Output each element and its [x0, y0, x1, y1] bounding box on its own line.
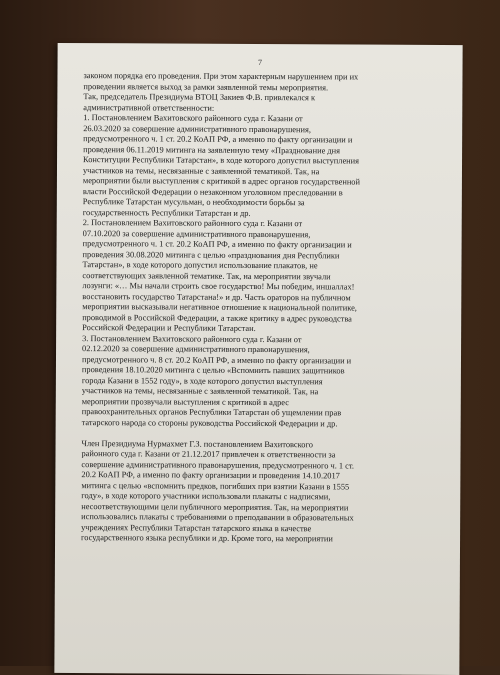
document-page — [54, 43, 462, 675]
text-line: мероприятии были выступления с критикой в адрес органов государственной — [82, 176, 361, 187]
text-line: проводимой в Российской Федерации, а также критику в адрес руководства — [82, 312, 352, 323]
text-line: учреждениях Республики Татарстан татарского языка в качестве — [81, 522, 312, 533]
text-line: митинга с целью «вспомнить предков, погибших при взятии Казани в 1555 — [81, 480, 350, 491]
text-line: предусмотренного ч. 8 ст. 20.2 КоАП РФ, а именно по факту организации и — [81, 354, 352, 365]
text-line: Татарстан», в ходе которого допустил использование плакатов, не — [82, 260, 318, 271]
text-line: соответствующих заявленной тематике. Так, на мероприятии звучали — [82, 270, 331, 281]
document-body — [81, 71, 444, 545]
text-line: 26.03.2020 за совершение административного правонарушения, — [83, 123, 311, 134]
text-line: 07.10.2020 за совершение административного правонарушения, — [82, 228, 311, 239]
text-line: предусмотренного ч. 1 ст. 20.2 КоАП РФ, а именно по факту организации и — [83, 134, 353, 145]
text-line: проведения 06.11.2019 митинга на заявленную тему «Празднование дня — [83, 144, 341, 155]
text-line: правоохранительных органов Республики Татарстан об ущемлении прав — [81, 407, 342, 418]
text-line: восстановить государство Татарстана!» и др. Часть ораторов на публичном — [82, 291, 351, 302]
text-line: 3. Постановлением Вахитовского районного суда г. Казани от — [82, 333, 302, 344]
text-line: Российской Федерации и Республики Татарстан. — [82, 323, 256, 333]
text-line: законом порядка его проведения. При этом характерным нарушением при их — [83, 71, 359, 82]
text-line: Член Президиума Нурмахмет Г.З. постановлением Вахитовского — [81, 438, 313, 449]
text-line: 20.2 КоАП РФ, а именно по факту организации и проведения 14.10.2017 — [81, 470, 340, 481]
text-line: татарского народа со стороны руководства Российской Федерации и др. — [81, 417, 338, 428]
text-line: города Казани в 1552 году», в ходе которого допустил выступления — [81, 375, 323, 386]
text-line: проведения 18.10.2020 митинга с целью «Вспомнить павших защитников — [81, 365, 345, 376]
text-line: районного суда г. Казани от 21.12.2017 привлечен к ответственности за — [81, 449, 336, 460]
text-line: административной ответственности: — [83, 102, 215, 113]
text-line: Так, председатель Президиума ВТОЦ Закиев Ф.В. привлекался к — [83, 92, 316, 103]
text-line: государственного языка республики и др. Кроме того, на мероприятии — [81, 533, 333, 544]
page-number: 7 — [258, 57, 263, 68]
text-line: Конституции Республики Татарстан», в ходе которого допустил выступления — [83, 155, 360, 166]
text-line: власти Российской Федерации о незаконном уголовном преследовании в — [82, 186, 343, 197]
text-line: участников на темы, несвязанные с заявленной тематикой. Так, на — [81, 386, 319, 397]
text-line: 02.12.2020 за совершение административного правонарушения, — [82, 344, 310, 355]
text-line: государственность Республики Татарстан и др. — [82, 207, 251, 218]
text-line: совершение административного правонарушения, предусмотренного ч. 1 ст. — [81, 459, 355, 471]
text-line: мероприятии прозвучали выступления с критикой в адрес — [81, 396, 289, 407]
text-line: предусмотренного ч. 1 ст. 20.2 КоАП РФ, а именно по факту организации и — [82, 239, 352, 250]
text-line: Республике Татарстан мусульман, о необходимости борьбы за — [82, 197, 305, 208]
text-line: году», в ходе которого участники использовали плакаты с надписями, — [81, 491, 331, 502]
text-line: проведении является выход за рамки заявленной темы мероприятия. — [83, 81, 329, 92]
text-line: 1. Постановлением Вахитовского районного суда г. Казани от — [83, 113, 303, 124]
text-line: использовались плакаты с требованиями о преподавании в образовательных — [81, 512, 354, 523]
text-line: лозунги: «… Мы начали строить свое государство! Мы победим, иншаллах! — [82, 281, 355, 292]
text-line: проведения 30.08.2020 митинга с целью «празднования дня Республики — [82, 249, 340, 260]
text-line: мероприятии высказывали негативное отношение к национальной политике, — [82, 302, 357, 313]
text-line: участников на темы, несвязанные с заявленной тематикой. Так, на — [82, 165, 320, 176]
text-line: 2. Постановлением Вахитовского районного суда г. Казани от — [82, 218, 303, 229]
text-line: несоответствующими цели публичного мероприятия. Так, на мероприятии — [81, 501, 349, 512]
